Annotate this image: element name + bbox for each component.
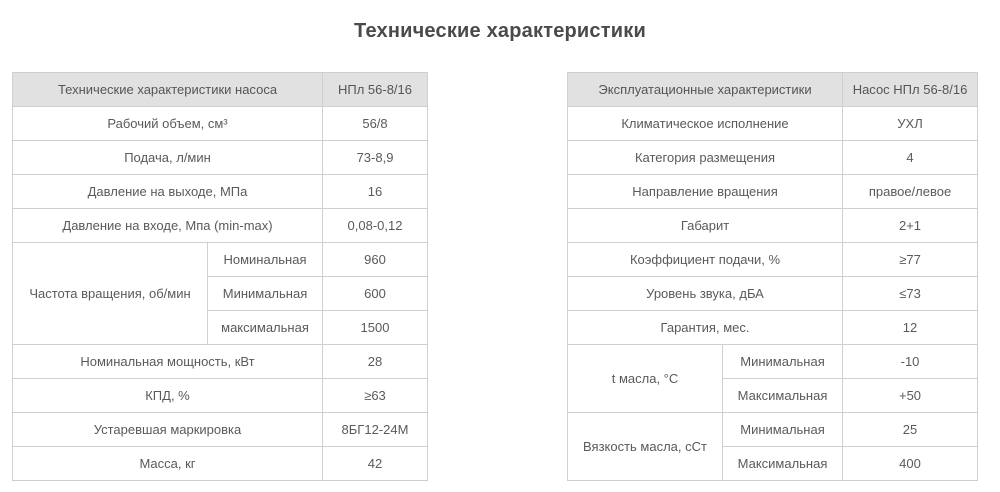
table-row xyxy=(13,243,428,277)
row-label: Устаревшая маркировка xyxy=(13,413,323,447)
column-header: Эксплуатационные характеристики xyxy=(568,73,843,107)
row-label: Давление на выходе, МПа xyxy=(13,175,323,209)
row-label: Категория размещения xyxy=(568,141,843,175)
table-row xyxy=(568,243,978,277)
row-value: 73-8,9 xyxy=(323,141,428,175)
row-value: ≥77 xyxy=(843,243,978,277)
table-row xyxy=(568,209,978,243)
row-value: 16 xyxy=(323,175,428,209)
row-label: Давление на входе, Мпа (min-max) xyxy=(13,209,323,243)
row-label: КПД, % xyxy=(13,379,323,413)
row-value: 8БГ12-24М xyxy=(323,413,428,447)
row-group-label: Вязкость масла, сСт xyxy=(568,413,723,481)
table-row xyxy=(13,141,428,175)
row-label: Номинальная мощность, кВт xyxy=(13,345,323,379)
column-header: Технические характеристики насоса xyxy=(13,73,323,107)
row-value: 600 xyxy=(323,277,428,311)
table-row xyxy=(13,107,428,141)
column-header: НПл 56-8/16 xyxy=(323,73,428,107)
row-value: 2+1 xyxy=(843,209,978,243)
row-value: 28 xyxy=(323,345,428,379)
row-value: ≤73 xyxy=(843,277,978,311)
row-value: +50 xyxy=(843,379,978,413)
row-value: 42 xyxy=(323,447,428,481)
table-header-row xyxy=(13,73,428,107)
pump-specs-table xyxy=(12,72,428,481)
row-value: 56/8 xyxy=(323,107,428,141)
table-row xyxy=(13,413,428,447)
table-row xyxy=(568,413,978,447)
row-value: 1500 xyxy=(323,311,428,345)
row-label: Гарантия, мес. xyxy=(568,311,843,345)
table-row xyxy=(568,345,978,379)
table-row xyxy=(568,141,978,175)
row-value: правое/левое xyxy=(843,175,978,209)
row-sublabel: Минимальная xyxy=(723,345,843,379)
table-row xyxy=(13,175,428,209)
row-sublabel: Номинальная xyxy=(208,243,323,277)
operating-specs-table xyxy=(567,72,978,481)
row-label: Габарит xyxy=(568,209,843,243)
row-group-label: Частота вращения, об/мин xyxy=(13,243,208,345)
table-header-row xyxy=(568,73,978,107)
row-value: 12 xyxy=(843,311,978,345)
row-sublabel: Минимальная xyxy=(723,413,843,447)
row-sublabel: Максимальная xyxy=(723,447,843,481)
row-value: ≥63 xyxy=(323,379,428,413)
column-header: Насос НПл 56-8/16 xyxy=(843,73,978,107)
row-sublabel: Минимальная xyxy=(208,277,323,311)
row-label: Уровень звука, дБА xyxy=(568,277,843,311)
row-label: Коэффициент подачи, % xyxy=(568,243,843,277)
table-row xyxy=(13,447,428,481)
row-label: Масса, кг xyxy=(13,447,323,481)
row-value: -10 xyxy=(843,345,978,379)
row-label: Климатическое исполнение xyxy=(568,107,843,141)
row-sublabel: Максимальная xyxy=(723,379,843,413)
row-value: 0,08-0,12 xyxy=(323,209,428,243)
table-row xyxy=(568,311,978,345)
table-row xyxy=(568,107,978,141)
table-row xyxy=(13,379,428,413)
row-sublabel: максимальная xyxy=(208,311,323,345)
row-group-label: t масла, °C xyxy=(568,345,723,413)
row-label: Подача, л/мин xyxy=(13,141,323,175)
table-row xyxy=(13,209,428,243)
row-value: УХЛ xyxy=(843,107,978,141)
page-title: Технические характеристики xyxy=(354,20,646,42)
row-value: 400 xyxy=(843,447,978,481)
table-row xyxy=(13,345,428,379)
row-value: 4 xyxy=(843,141,978,175)
table-row xyxy=(568,277,978,311)
row-value: 960 xyxy=(323,243,428,277)
row-value: 25 xyxy=(843,413,978,447)
row-label: Направление вращения xyxy=(568,175,843,209)
row-label: Рабочий объем, см³ xyxy=(13,107,323,141)
table-row xyxy=(568,175,978,209)
